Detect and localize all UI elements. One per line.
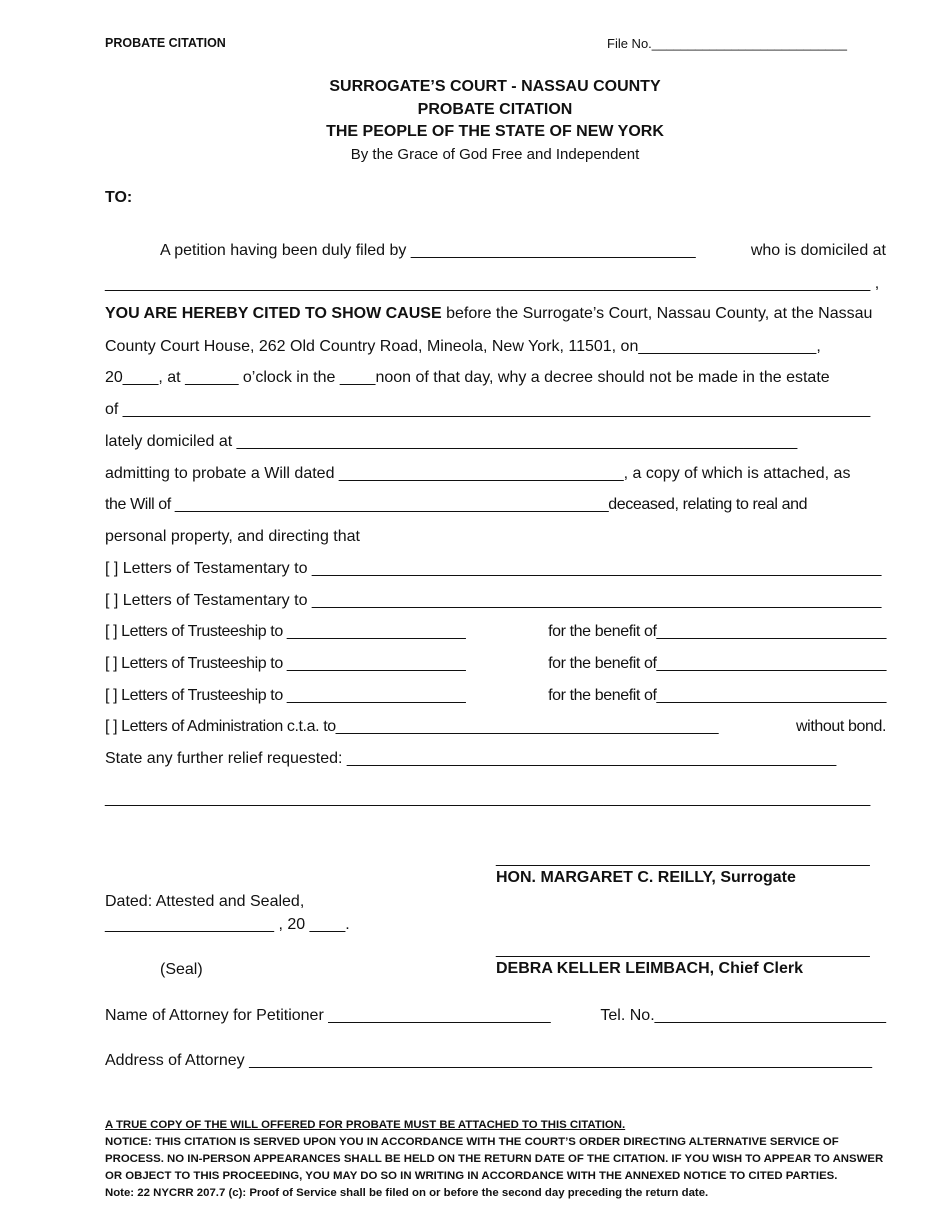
date-time-line[interactable]: 20____, at ______ o’clock in the ____noon of that day, why a decree should not be made in the estate	[105, 369, 830, 386]
attorney-line[interactable]	[105, 1006, 886, 1026]
administration-to[interactable]: [ ] Letters of Administration c.t.a. to_____________________________________________	[105, 718, 719, 735]
file-number-field[interactable]: File No.___________________________	[607, 36, 847, 51]
citation-title: PROBATE CITATION	[417, 100, 573, 118]
testamentary-line-2[interactable]: [ ] Letters of Testamentary to ________________________________________________________________	[105, 592, 882, 609]
surrogate-name: HON. MARGARET C. REILLY, Surrogate	[496, 869, 796, 886]
personal-property-line: personal property, and directing that	[105, 528, 360, 545]
cited-line	[105, 304, 886, 324]
cited-rest: before the Surrogate’s Court, Nassau County, at the Nassau	[446, 305, 873, 322]
dated-label: Dated: Attested and Sealed,	[105, 893, 305, 910]
further-relief-line[interactable]: State any further relief requested: _______________________________________________________	[105, 750, 837, 767]
trusteeship-line-2[interactable]	[105, 654, 886, 674]
trusteeship-2-to[interactable]: [ ] Letters of Trusteeship to _____________________	[105, 655, 466, 672]
administration-bond: without bond.	[796, 718, 886, 735]
proof-of-service-note: Note: 22 NYCRR 207.7 (c): Proof of Service shall be filed on or before the second day preceding the return date.	[105, 1187, 709, 1199]
trusteeship-line-3[interactable]	[105, 686, 886, 706]
will-of-line[interactable]: the Will of ___________________________________________________deceased, relating to real and	[105, 496, 808, 513]
trusteeship-1-benefit[interactable]: for the benefit of___________________________	[548, 623, 886, 640]
trusteeship-3-benefit[interactable]: for the benefit of___________________________	[548, 687, 886, 704]
surrogate-signature-line[interactable]: __________________________________________	[496, 850, 870, 867]
true-copy-notice: A TRUE COPY OF THE WILL OFFERED FOR PROBATE MUST BE ATTACHED TO THIS CITATION.	[105, 1119, 626, 1131]
testamentary-line-1[interactable]: [ ] Letters of Testamentary to ________________________________________________________________	[105, 560, 882, 577]
trusteeship-line-1[interactable]	[105, 622, 886, 642]
attorney-tel-field[interactable]: Tel. No.__________________________	[600, 1007, 886, 1024]
trusteeship-3-to[interactable]: [ ] Letters of Trusteeship to _____________________	[105, 687, 466, 704]
attorney-name-field[interactable]: Name of Attorney for Petitioner _________________________	[105, 1007, 551, 1024]
dated-field[interactable]: ___________________ , 20 ____.	[105, 916, 350, 933]
court-name: SURROGATE’S COURT - NASSAU COUNTY	[329, 78, 661, 95]
petition-domiciled: who is domiciled at	[750, 242, 886, 259]
petition-line[interactable]	[160, 241, 886, 261]
courthouse-line[interactable]: County Court House, 262 Old Country Road, Mineola, New York, 11501, on____________________,	[105, 338, 821, 355]
form-title: PROBATE CITATION	[105, 36, 226, 50]
cited-bold: YOU ARE HEREBY CITED TO SHOW CAUSE	[105, 305, 442, 322]
to-label: TO:	[105, 189, 133, 206]
people-of-state: THE PEOPLE OF THE STATE OF NEW YORK	[326, 123, 664, 140]
estate-of-line[interactable]: of ____________________________________________________________________________________	[105, 401, 871, 418]
grace-of-god: By the Grace of God Free and Independent	[350, 145, 640, 163]
petition-filed-by[interactable]: A petition having been duly filed by ________________________________	[160, 242, 696, 259]
clerk-name: DEBRA KELLER LEIMBACH, Chief Clerk	[496, 960, 803, 977]
further-relief-blank[interactable]: ______________________________________________________________________________________	[105, 790, 871, 807]
administration-line[interactable]	[105, 717, 886, 737]
will-dated-line[interactable]: admitting to probate a Will dated ________________________________, a copy of which is attached, as	[105, 465, 851, 482]
court-heading	[0, 76, 950, 166]
trusteeship-2-benefit[interactable]: for the benefit of___________________________	[548, 655, 886, 672]
trusteeship-1-to[interactable]: [ ] Letters of Trusteeship to _____________________	[105, 623, 466, 640]
lately-domiciled-line[interactable]: lately domiciled at _______________________________________________________________	[105, 433, 798, 450]
attorney-address-field[interactable]: Address of Attorney ______________________________________________________________________	[105, 1052, 872, 1069]
clerk-signature-line[interactable]: __________________________________________	[496, 941, 870, 958]
service-notice: NOTICE: THIS CITATION IS SERVED UPON YOU IN ACCORDANCE WITH THE COURT’S ORDER DIRECTING ALTERNATIVE SERVICE OF PROCESS. NO IN-PERSON APPEARANCES SHALL BE HELD ON THE RETURN DATE OF THE CITATION. IF YOU WISH TO APPEAR TO ANSWER OR OBJECT TO THIS PROCEEDING, YOU MAY DO SO IN WRITING IN ACCORDANCE WITH THE ANNEXED NOTICE TO CITED PARTIES.	[105, 1136, 884, 1182]
domicile-line[interactable]: ______________________________________________________________________________________ ,	[105, 275, 880, 292]
seal-label: (Seal)	[160, 961, 203, 978]
